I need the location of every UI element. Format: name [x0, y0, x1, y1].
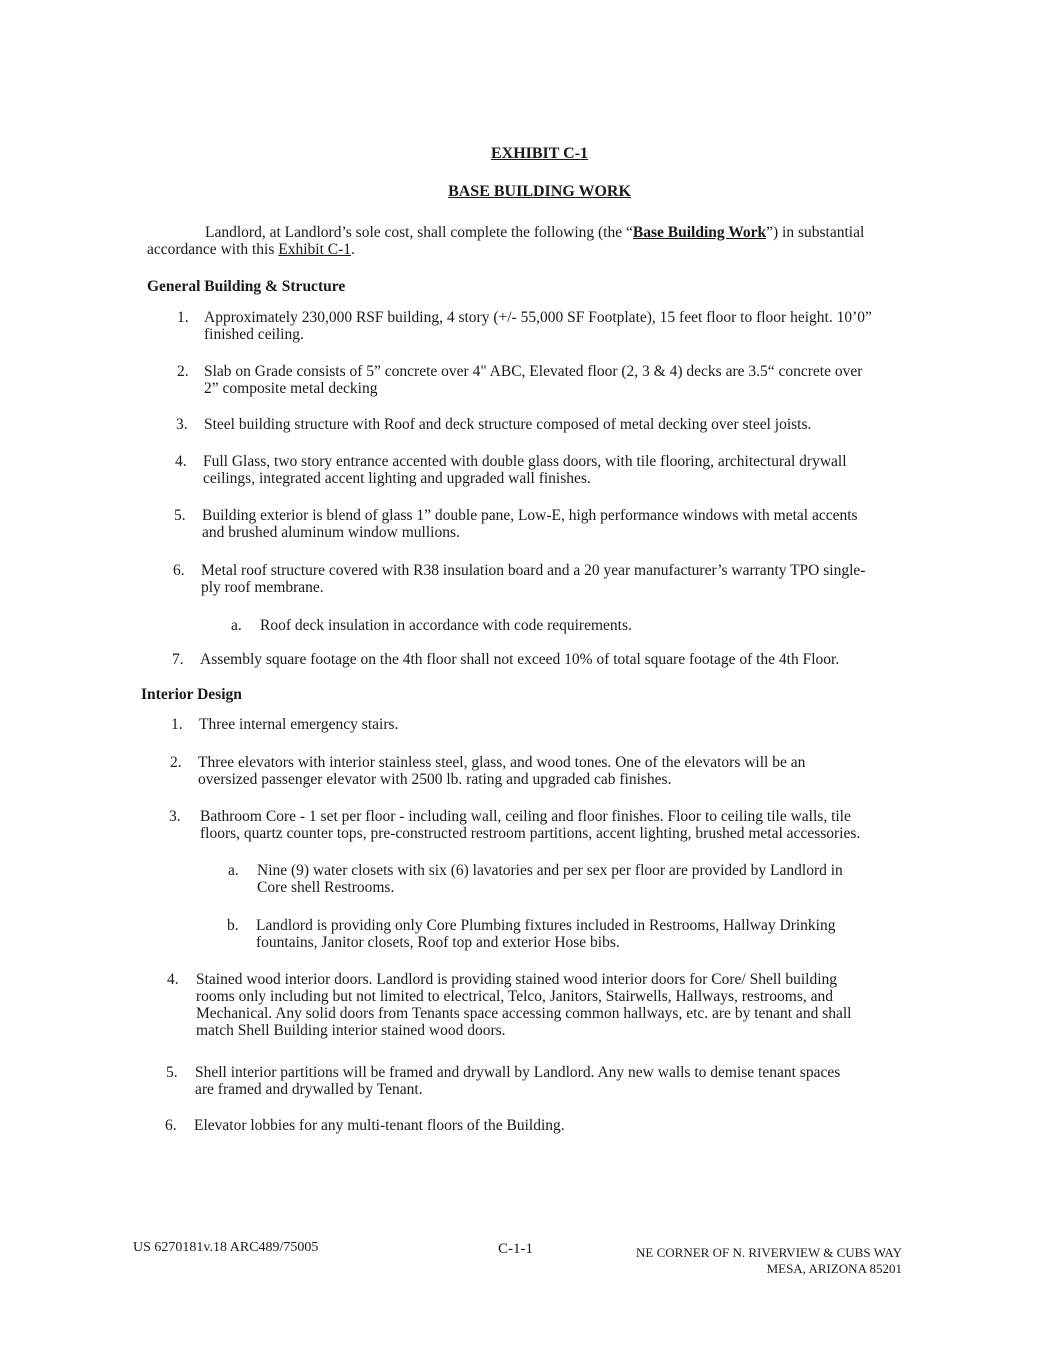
item-text	[195, 1064, 840, 1098]
item-line: and brushed aluminum window mullions.	[202, 524, 460, 541]
item-number: 2.	[177, 363, 189, 380]
item-text	[196, 971, 851, 1039]
item-text: Steel building structure with Roof and deck structure composed of metal decking over steel joists.	[204, 416, 812, 433]
subitem-letter: a.	[231, 617, 242, 634]
item-line: Metal roof structure covered with R38 insulation board and a 20 year manufacturer’s warranty TPO single-	[201, 562, 866, 579]
item-number: 7.	[172, 651, 184, 668]
subitem-text: Roof deck insulation in accordance with code requirements.	[260, 617, 632, 634]
item-line: ply roof membrane.	[201, 579, 324, 596]
intro-line-2	[147, 241, 355, 258]
item-line: Stained wood interior doors. Landlord is providing stained wood interior doors for Core/ Shell building	[196, 971, 838, 988]
item-line: floors, quartz counter tops, pre-constructed restroom partitions, accent lighting, brushed metal accessories.	[200, 825, 861, 842]
item-line: match Shell Building interior stained wood doors.	[196, 1022, 506, 1039]
item-number: 1.	[177, 309, 189, 326]
address-line: MESA, ARIZONA 85201	[766, 1261, 902, 1276]
item-line: oversized passenger elevator with 2500 lb. rating and upgraded cab finishes.	[198, 771, 672, 788]
item-text	[204, 309, 872, 343]
item-line: Three elevators with interior stainless steel, glass, and wood tones. One of the elevators will be an	[198, 754, 806, 771]
item-number: 4.	[175, 453, 187, 470]
item-text	[200, 808, 860, 842]
item-line: Full Glass, two story entrance accented with double glass doors, with tile flooring, architectural drywall	[203, 453, 847, 470]
exhibit-title: EXHIBIT C-1	[490, 145, 589, 162]
item-number: 5.	[174, 507, 186, 524]
item-line: 2” composite metal decking	[204, 380, 378, 397]
subitem-text	[257, 862, 843, 896]
intro-line-1	[205, 224, 864, 241]
intro-text-a: Landlord, at Landlord’s sole cost, shall complete the following (the “	[205, 224, 633, 241]
item-text	[198, 754, 805, 788]
item-text: Three internal emergency stairs.	[199, 716, 399, 733]
item-line: Shell interior partitions will be framed and drywall by Landlord. Any new walls to demise tenant spaces	[195, 1064, 841, 1081]
address-line: NE CORNER OF N. RIVERVIEW & CUBS WAY	[636, 1245, 902, 1260]
item-line: Bathroom Core - 1 set per floor - including wall, ceiling and floor finishes. Floor to ceiling tile walls, tile	[200, 808, 851, 825]
subitem-text	[256, 917, 835, 951]
item-number: 2.	[170, 754, 182, 771]
item-text	[201, 562, 865, 596]
intro-text-c: accordance with this	[147, 241, 279, 258]
item-text: Elevator lobbies for any multi-tenant floors of the Building.	[194, 1117, 565, 1134]
item-line: Building exterior is blend of glass 1” double pane, Low-E, high performance windows with metal accents	[202, 507, 858, 524]
item-number: 6.	[165, 1117, 177, 1134]
item-number: 6.	[173, 562, 185, 579]
item-line: Nine (9) water closets with six (6) lavatories and per sex per floor are provided by Landlord in	[257, 862, 843, 879]
item-text	[202, 507, 858, 541]
section-general-title: General Building & Structure	[147, 278, 346, 295]
item-number: 3.	[169, 808, 181, 825]
footer-doc-id: US 6270181v.18 ARC489/75005	[133, 1240, 319, 1255]
item-number: 4.	[167, 971, 179, 988]
item-line: Slab on Grade consists of 5” concrete over 4" ABC, Elevated floor (2, 3 & 4) decks are 3.5“ concrete over	[204, 363, 863, 380]
exhibit-reference: Exhibit C-1	[278, 241, 352, 258]
item-number: 3.	[176, 416, 188, 433]
item-number: 1.	[171, 716, 183, 733]
item-number: 5.	[166, 1064, 178, 1081]
item-line: are framed and drywalled by Tenant.	[195, 1081, 423, 1098]
footer-address	[600, 1245, 902, 1277]
defined-term: Base Building Work	[632, 224, 767, 241]
item-line: ceilings, integrated accent lighting and upgraded wall finishes.	[203, 470, 591, 487]
item-text: Assembly square footage on the 4th floor shall not exceed 10% of total square footage of the 4th Floor.	[200, 651, 840, 668]
intro-text-b: ”) in substantial	[766, 224, 865, 241]
subitem-letter: b.	[227, 917, 239, 934]
item-line: finished ceiling.	[204, 326, 304, 343]
item-line: Mechanical. Any solid doors from Tenants space accessing common hallways, etc. are by tenant and shall	[196, 1005, 852, 1022]
item-text	[204, 363, 862, 397]
item-line: Core shell Restrooms.	[257, 879, 395, 896]
item-line: fountains, Janitor closets, Roof top and exterior Hose bibs.	[256, 934, 620, 951]
section-interior-title: Interior Design	[141, 686, 242, 703]
subitem-letter: a.	[228, 862, 239, 879]
item-text	[203, 453, 847, 487]
footer-page-number: C-1-1	[498, 1241, 533, 1257]
item-line: Landlord is providing only Core Plumbing fixtures included in Restrooms, Hallway Drinking	[256, 917, 836, 934]
intro-text-d: .	[351, 241, 355, 258]
item-line: rooms only including but not limited to electrical, Telco, Janitors, Stairwells, Hallways, restrooms, and	[196, 988, 834, 1005]
section-subtitle: BASE BUILDING WORK	[448, 183, 631, 200]
item-line: Approximately 230,000 RSF building, 4 story (+/- 55,000 SF Footplate), 15 feet floor to floor height. 10’0”	[204, 309, 872, 326]
